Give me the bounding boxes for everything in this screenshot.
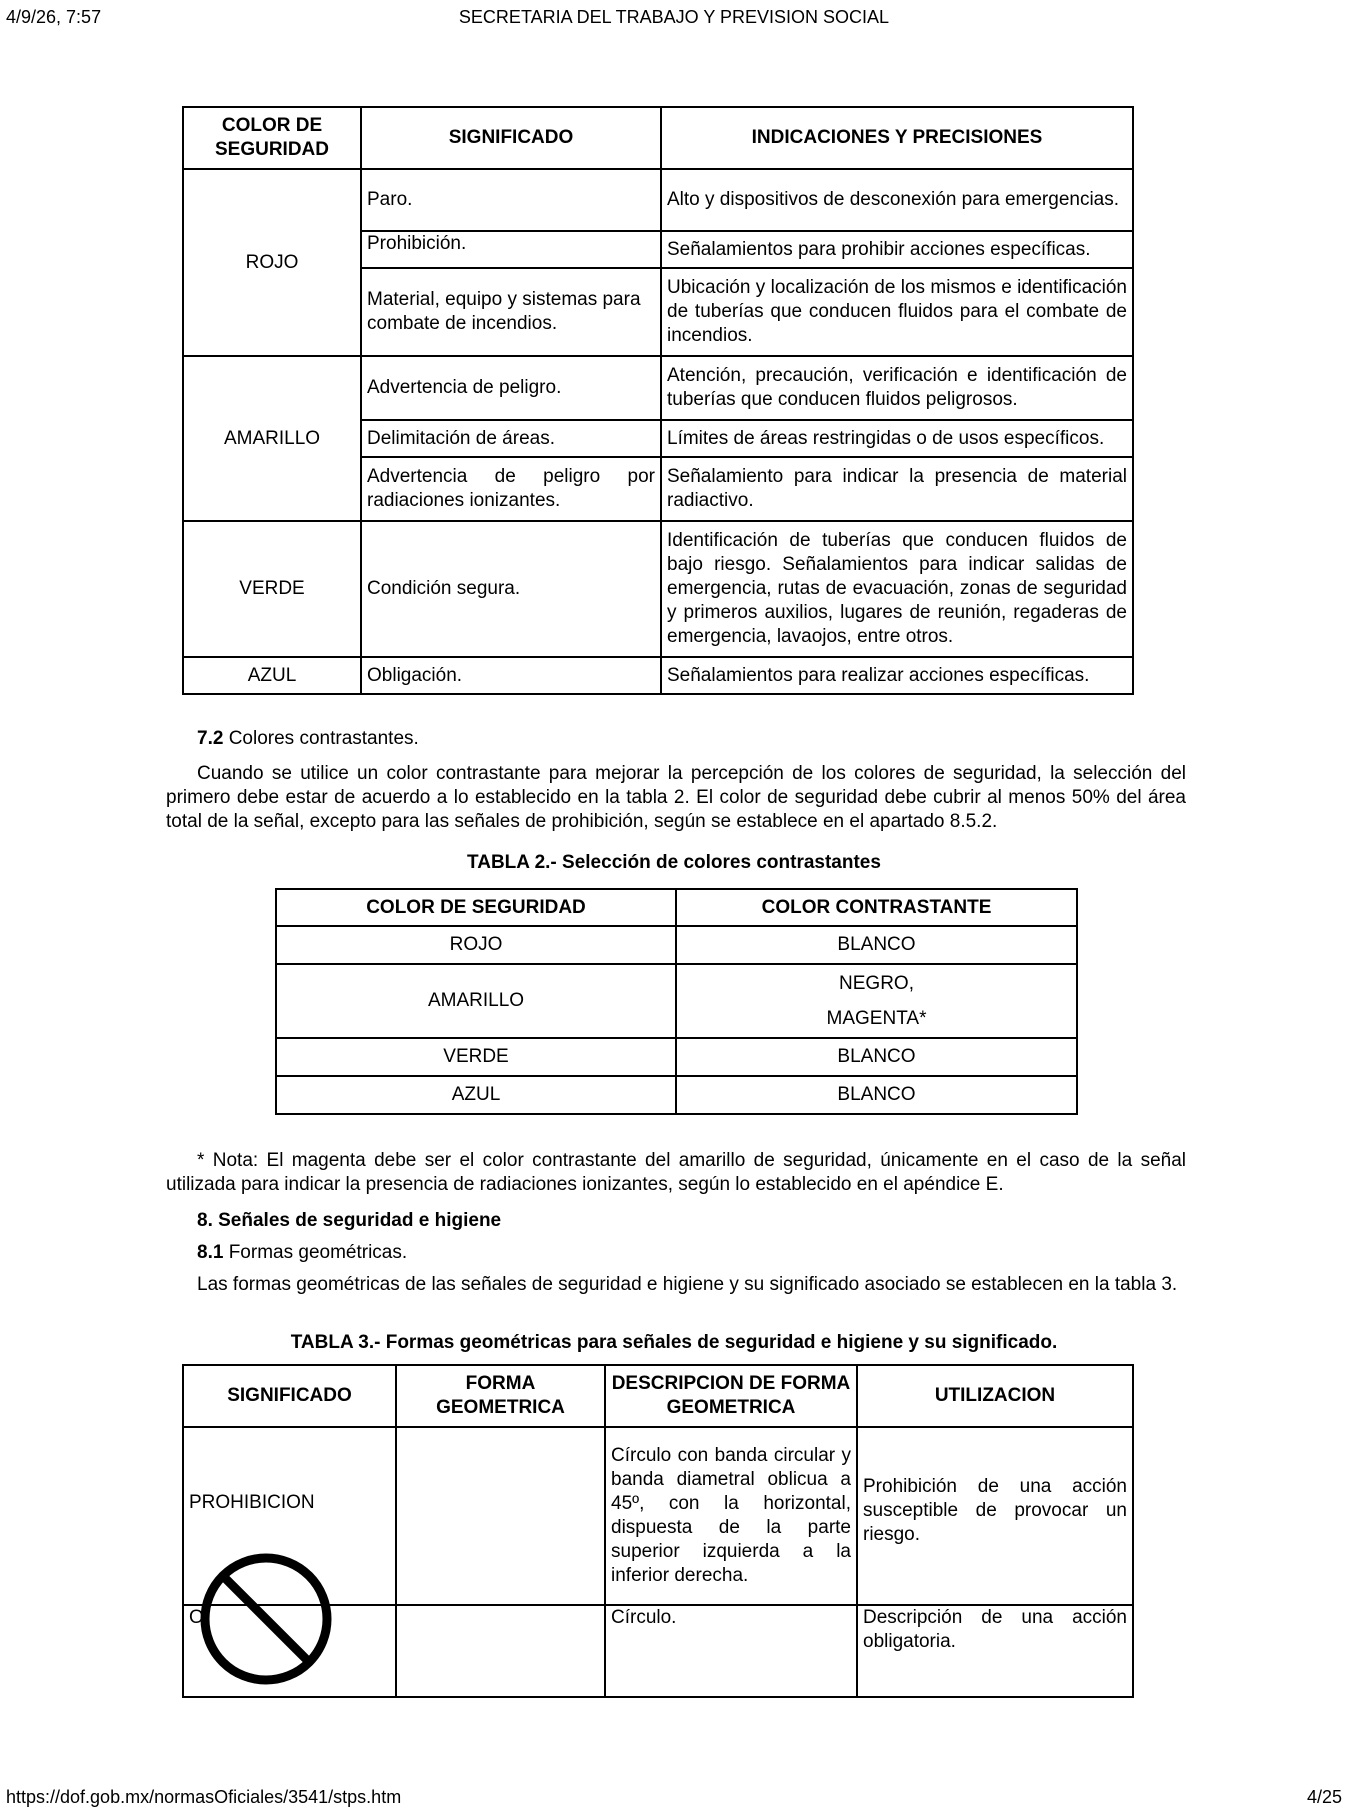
- t1-color-amarillo: AMARILLO: [183, 356, 361, 521]
- t2-contrast-line: NEGRO,: [839, 973, 914, 994]
- t1-indication: Límites de áreas restringidas o de usos específicos.: [661, 420, 1133, 457]
- t3-shape: [396, 1427, 605, 1605]
- t2-contrast-line: MAGENTA*: [826, 1008, 927, 1029]
- t1-meaning: Delimitación de áreas.: [361, 420, 661, 457]
- t1-header-color: COLOR DE SEGURIDAD: [183, 107, 361, 169]
- table3-caption: TABLA 3.- Formas geométricas para señales de seguridad e higiene y su significado.: [290, 1332, 1058, 1353]
- section-number: 7.2: [197, 728, 224, 749]
- t2-header-safety-color: COLOR DE SEGURIDAD: [276, 889, 676, 926]
- section-title: Colores contrastantes.: [223, 728, 419, 749]
- t3-header-description: DESCRIPCION DE FORMA GEOMETRICA: [605, 1365, 857, 1427]
- t1-meaning: Obligación.: [361, 657, 661, 694]
- t1-indication: Alto y dispositivos de desconexión para emergencias.: [661, 169, 1133, 231]
- section-7-2-heading: [166, 727, 1186, 751]
- t3-meaning: PROHIBICION: [189, 1492, 315, 1513]
- t1-meaning: Prohibición.: [361, 231, 661, 268]
- print-datetime: 4/9/26, 7:57: [6, 7, 102, 27]
- t2-contrast-color: BLANCO: [676, 1076, 1077, 1114]
- page-number: 4/25: [1306, 1787, 1342, 1807]
- t1-indication: Identificación de tuberías que conducen fluidos de bajo riesgo. Señalamientos para indicar salidas de emergencia, rutas de evacuación, zonas de seguridad y primeros auxilios, lugares de reunión, regaderas de emergencia, lavaojos, entre otros.: [661, 521, 1133, 657]
- t2-safety-color: ROJO: [276, 926, 676, 964]
- section-8-1-heading: [166, 1241, 1186, 1265]
- t3-header-shape: FORMA GEOMETRICA: [396, 1365, 605, 1427]
- t2-contrast-color: BLANCO: [676, 1038, 1077, 1076]
- section-8-heading: 8. Señales de seguridad e higiene: [197, 1210, 502, 1231]
- t2-safety-color: AZUL: [276, 1076, 676, 1114]
- t1-indication: Señalamientos para prohibir acciones específicas.: [661, 231, 1133, 268]
- t3-shape: [396, 1605, 605, 1697]
- section-title: Formas geométricas.: [223, 1242, 408, 1263]
- prohibition-sign-icon: [199, 1552, 333, 1686]
- t1-meaning: Advertencia de peligro por radiaciones ionizantes.: [361, 457, 661, 521]
- t3-description: Círculo.: [605, 1605, 857, 1697]
- t1-indication: Atención, precaución, verificación e identificación de tuberías que conducen fluidos peligrosos.: [661, 356, 1133, 420]
- t3-header-meaning: SIGNIFICADO: [183, 1365, 396, 1427]
- t2-contrast-color: BLANCO: [676, 926, 1077, 964]
- t1-color-verde: VERDE: [183, 521, 361, 657]
- t1-meaning: Material, equipo y sistemas para combate de incendios.: [361, 268, 661, 356]
- page-header-title: SECRETARIA DEL TRABAJO Y PREVISION SOCIAL: [458, 7, 890, 27]
- t2-safety-color: VERDE: [276, 1038, 676, 1076]
- t1-header-meaning: SIGNIFICADO: [361, 107, 661, 169]
- t1-indication: Señalamiento para indicar la presencia de material radiactivo.: [661, 457, 1133, 521]
- t1-color-azul: AZUL: [183, 657, 361, 694]
- t1-indication: Ubicación y localización de los mismos e identificación de tuberías que conducen fluidos para el combate de incendios.: [661, 268, 1133, 356]
- t3-meaning: O: [183, 1605, 396, 1697]
- t1-header-indications: INDICACIONES Y PRECISIONES: [661, 107, 1133, 169]
- safety-colors-table: [182, 106, 1134, 695]
- t1-meaning: Paro.: [361, 169, 661, 231]
- t3-header-usage: UTILIZACION: [857, 1365, 1133, 1427]
- t2-header-contrast-color: COLOR CONTRASTANTE: [676, 889, 1077, 926]
- t1-meaning: Condición segura.: [361, 521, 661, 657]
- t2-contrast-color: [676, 964, 1077, 1038]
- t3-usage: Descripción de una acción obligatoria.: [857, 1605, 1133, 1697]
- t3-usage: Prohibición de una acción susceptible de provocar un riesgo.: [857, 1427, 1133, 1605]
- section-7-2-paragraph: Cuando se utilice un color contrastante para mejorar la percepción de los colores de seguridad, la selección del primero debe estar de acuerdo a lo establecido en la tabla 2. El color de seguridad debe cubrir al menos 50% del área total de la señal, excepto para las señales de prohibición, según se establece en el apartado 8.5.2.: [166, 763, 1186, 832]
- note-paragraph: * Nota: El magenta debe ser el color contrastante del amarillo de seguridad, únicamente en el caso de la señal utilizada para indicar la presencia de radiaciones ionizantes, según lo establecido en el apéndice E.: [166, 1150, 1186, 1195]
- t1-color-rojo: ROJO: [183, 169, 361, 356]
- section-8-1-paragraph: Las formas geométricas de las señales de seguridad e higiene y su significado asociado se establecen en la tabla 3.: [197, 1274, 1178, 1295]
- contrast-colors-table: [275, 888, 1078, 1115]
- section-number: 8.1: [197, 1242, 224, 1263]
- geometric-shapes-table: [182, 1364, 1134, 1698]
- t2-safety-color: AMARILLO: [276, 964, 676, 1038]
- t1-meaning: Advertencia de peligro.: [361, 356, 661, 420]
- page-url: https://dof.gob.mx/normasOficiales/3541/stps.htm: [6, 1787, 402, 1807]
- t1-indication: Señalamientos para realizar acciones específicas.: [661, 657, 1133, 694]
- t3-description: Círculo con banda circular y banda diametral oblicua a 45º, con la horizontal, dispuesta de la parte superior izquierda a la inferior derecha.: [605, 1427, 857, 1605]
- table2-caption: TABLA 2.- Selección de colores contrastantes: [467, 852, 881, 873]
- t3-meaning-cell: [183, 1427, 396, 1605]
